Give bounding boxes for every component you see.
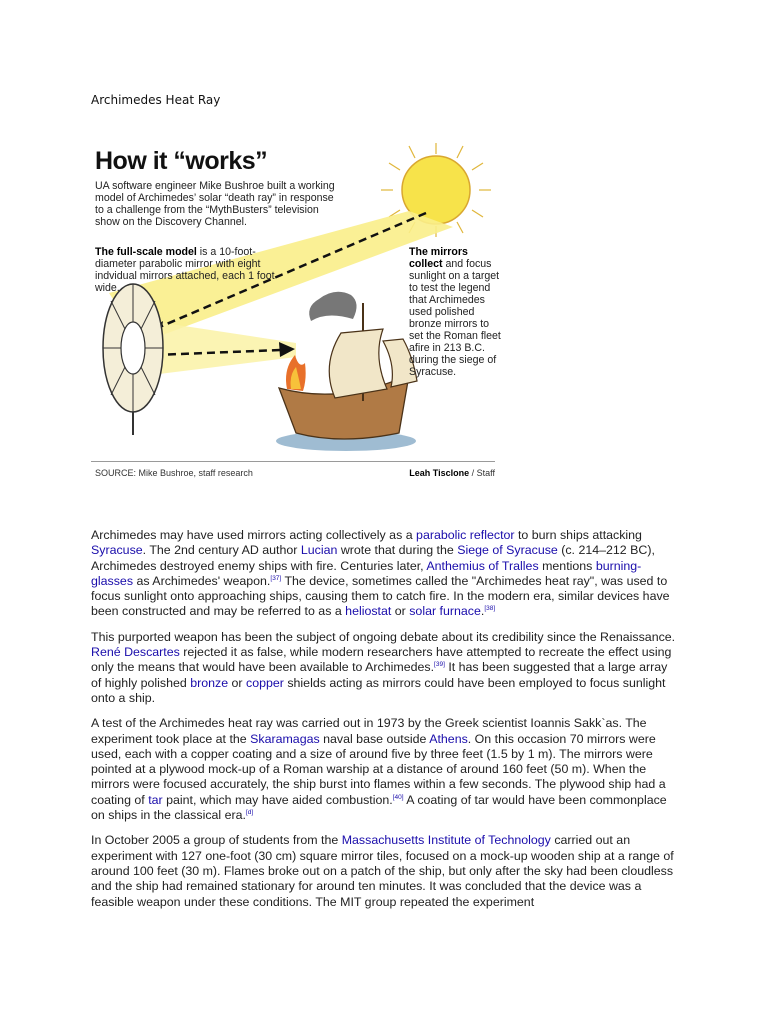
citation-40[interactable]: [40] (392, 793, 404, 801)
text: mentions (538, 558, 596, 573)
text: Archimedes may have used mirrors acting collectively as a (91, 528, 417, 542)
citation-d[interactable]: [d] (245, 809, 254, 817)
text: In October 2005 a group of students from the (91, 833, 342, 848)
text: (c. 214–212 BC), Archimedes destroyed enemy ships with fire. Centuries later, (91, 543, 655, 573)
text: wrote that during the (337, 543, 458, 558)
link-bronze[interactable]: bronze (190, 675, 229, 690)
text: paint, which may have aided combustion. (162, 792, 393, 807)
article-body (91, 528, 681, 920)
figure-divider (91, 461, 495, 462)
text: A coating of tar would have been commonplace on ships in the classical era. (91, 792, 667, 823)
figure-credit (409, 468, 495, 478)
caption-bold: The full-scale model (95, 246, 197, 258)
text: This purported weapon has been the subject of ongoing debate about its credibility since the Renaissance. (91, 629, 676, 644)
link-athens[interactable]: Athens (429, 731, 468, 746)
paragraph-4 (91, 833, 681, 909)
parabolic-mirror-icon (103, 284, 163, 435)
citation-38[interactable]: [38] (484, 605, 496, 613)
text: . On this occasion 70 mirrors were used, each with a copper coating and a size of around five by three feet (1.5 by 1 m). The mirrors were pointed at a plywood mock-up of a Roman warship at a distance of around 160 feet (50 m). When the mirrors were focused accurately, the ship burst into flames within a few seconds. The plywood ship had a coating of (91, 731, 666, 807)
focused-beam (151, 321, 296, 375)
link-siege-of-syracuse[interactable]: Siege of Syracuse (457, 543, 558, 558)
text: A test of the Archimedes heat ray was carried out in 1973 by the Greek scientist Ioannis Sakk`as. The experiment took place at the (91, 716, 647, 746)
link-parabolic-reflector[interactable]: parabolic reflector (416, 528, 515, 542)
infographic-intro: UA software engineer Mike Bushroe built a working model of Archimedes’ solar “death ray” in response to a challenge from the “MythBusters” television show on the Discovery Channel. (95, 180, 335, 228)
caption-text: is a 10-foot-diameter parabolic mirror with eight indvidual mirrors attached, each 1 foot wide. (95, 246, 275, 294)
link-lucian[interactable]: Lucian (300, 543, 338, 558)
document-title: Archimedes Heat Ray (91, 93, 221, 107)
link-syracuse[interactable]: Syracuse (91, 543, 143, 558)
text: carried out an experiment with 127 one-foot (30 cm) square mirror tiles, focused on a mock-up wooden ship at a range of around 100 feet (30 m). Flames broke out on a patch of the ship, but only after the sky had been cloudless and the ship had remained stationary for around ten minutes. It was concluded that the device was a feasible weapon under these conditions. The MIT group repeated the experiment (91, 833, 674, 909)
link-skaramagas[interactable]: Skaramagas (250, 731, 320, 746)
ship-icon (276, 292, 417, 451)
caption-text: and focus sunlight on a target to test the legend that Archimedes used polished bronze mirrors to set the Roman fleet afire in 213 B.C. during the siege of Syracuse. (409, 258, 501, 378)
citation-39[interactable]: [39] (434, 661, 445, 669)
credit-name: Leah Tisclone (409, 468, 470, 478)
link-rene-descartes[interactable]: René Descartes (91, 645, 180, 660)
text: shields acting as mirrors could have been employed to focus sunlight onto a ship. (91, 675, 666, 705)
text: The device, sometimes called the "Archimedes heat ray", was used to focus sunlight onto approaching ships, causing them to catch fire. In the modern era, similar devices have been constructed and may be referred to as a (91, 573, 670, 619)
figure-source: SOURCE: Mike Bushroe, staff research (95, 468, 253, 478)
text: . The 2nd century AD author (142, 543, 301, 558)
caption-bold: The mirrors collect (409, 246, 468, 270)
link-solar-furnace[interactable]: solar furnace (409, 604, 481, 619)
text: rejected it as false, while modern researchers have attempted to recreate the effect using only the means that would have been available to Archimedes. (91, 645, 672, 675)
paragraph-2 (91, 630, 681, 706)
text: It has been suggested that a large array of highly polished (91, 660, 668, 690)
credit-role: / Staff (469, 468, 495, 478)
link-heliostat[interactable]: heliostat (345, 604, 392, 619)
link-mit[interactable]: Massachusetts Institute of Technology (341, 833, 551, 848)
paragraph-3 (91, 716, 681, 823)
link-burning-glasses[interactable]: burning-glasses (91, 558, 642, 588)
text: or (391, 604, 410, 619)
link-tar[interactable]: tar (148, 792, 163, 807)
link-copper[interactable]: copper (246, 675, 284, 690)
infographic-model-caption (95, 246, 280, 294)
infographic-figure (91, 143, 501, 483)
infographic-heading: How it “works” (95, 147, 268, 175)
citation-37[interactable]: [37] (270, 574, 282, 582)
paragraph-1 (91, 528, 681, 620)
text: as Archimedes' weapon. (133, 573, 271, 588)
text: or (228, 675, 246, 690)
text: . (480, 604, 485, 619)
link-anthemius-of-tralles[interactable]: Anthemius of Tralles (426, 558, 539, 573)
text: to burn ships attacking (514, 528, 642, 542)
infographic-mirrors-caption (409, 246, 501, 378)
text: naval base outside (319, 731, 430, 746)
